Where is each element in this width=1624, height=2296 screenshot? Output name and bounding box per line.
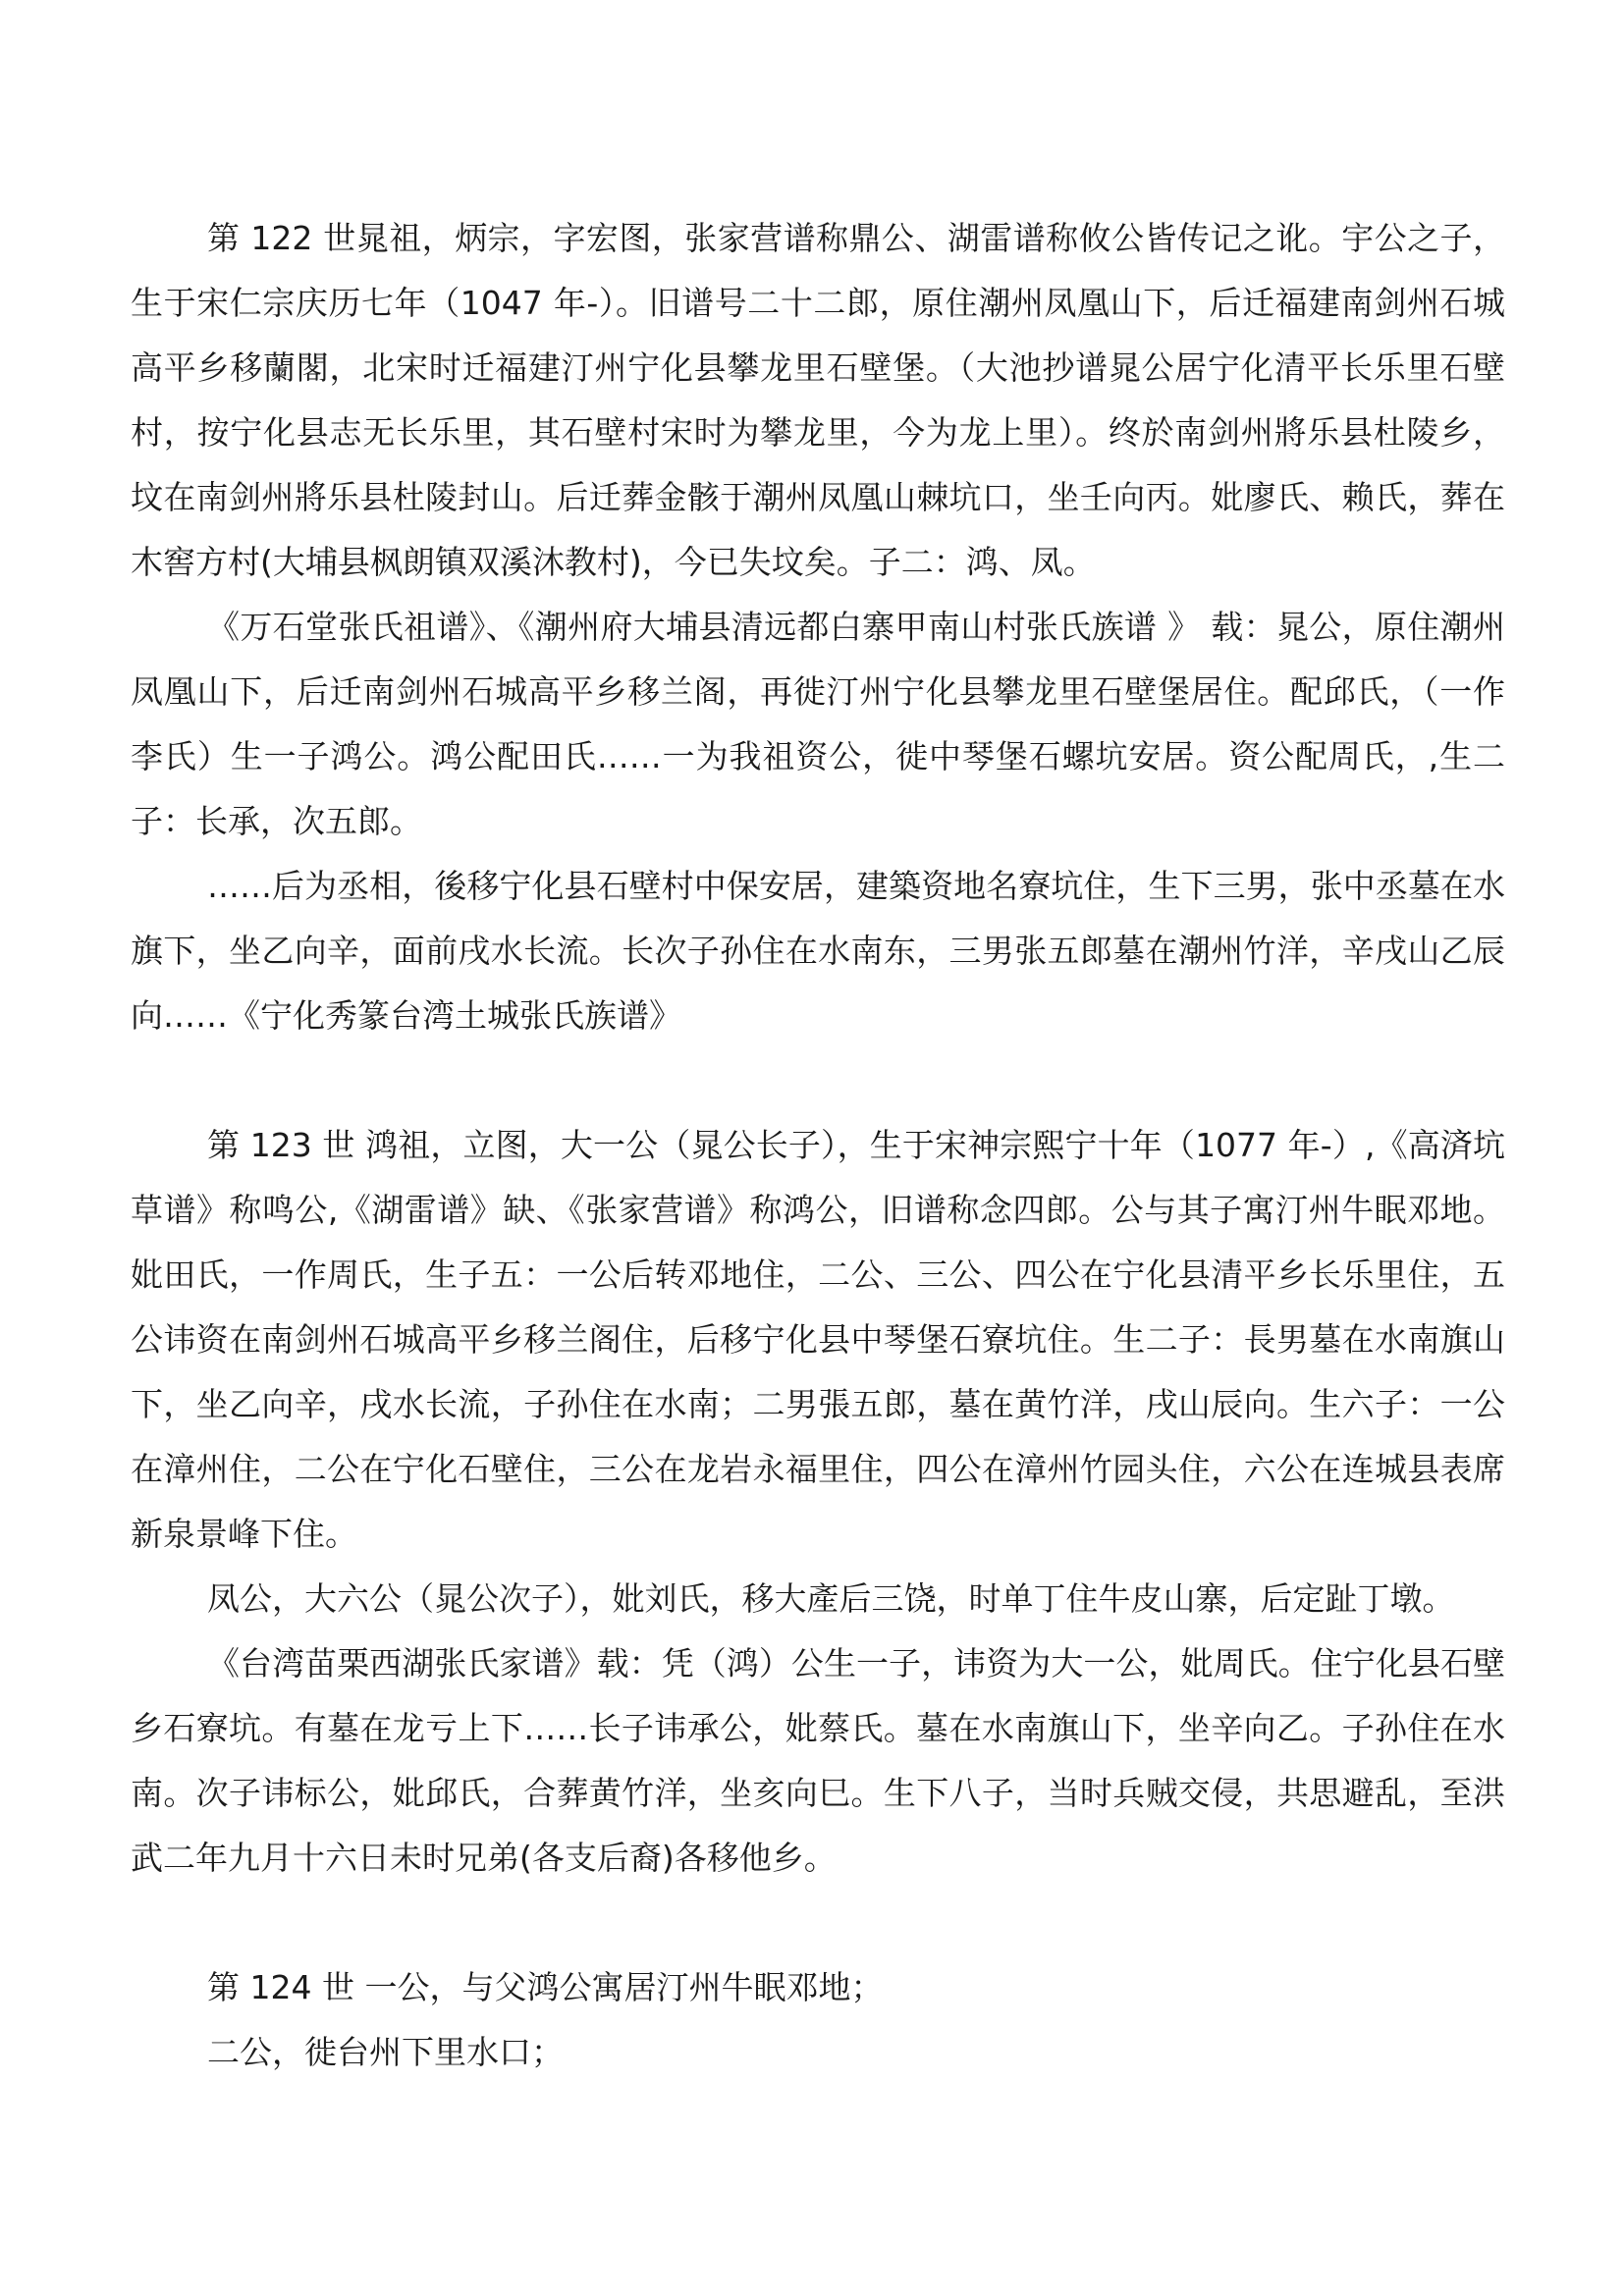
section-spacer (131, 1048, 1505, 1113)
paragraph: ……后为丞相，後移宁化县石壁村中保安居，建築资地名寮坑住，生下三男，张中丞墓在水旗下，坐乙向辛，面前戌水长流。长次子孙住在水南东，三男张五郎墓在潮州竹洋，辛戌山乙辰向……《宁化秀篆台湾土城张氏族谱》 (131, 867, 1505, 1035)
paragraph: 二公，徙台州下里水口； (207, 2033, 564, 2071)
section-spacer (131, 1891, 1505, 1955)
document-page (131, 206, 1505, 2085)
paragraph: 《万石堂张氏祖谱》、《潮州府大埔县清远都白寨甲南山村张氏族谱 》 载：晁公，原住潮州凤凰山下，后迁南剑州石城高平乡移兰阁，再徙汀州宁化县攀龙里石壁堡居住。配邱氏，（一作李氏）生一子鸿公。鸿公配田氏……一为我祖资公，徙中琴堡石螺坑安居。资公配周氏，,生二子：长承，次五郎。 (131, 608, 1505, 840)
paragraph: 第 123 世 鸿祖，立图，大一公（晁公长子），生于宋神宗熙宁十年（1077 年-）,《高済坑草谱》称鸣公,《湖雷谱》缺、《张家营谱》称鸿公，旧谱称念四郎。公与其子寓汀州牛眠邓地。妣田氏，一作周氏，生子五：一公后转邓地住，二公、三公、四公在宁化县清平乡长乐里住，五公讳资在南剑州石城高平乡移兰阁住，后移宁化县中琴堡石寮坑住。生二子：長男墓在水南旗山下，坐乙向辛，戌水长流，子孙住在水南；二男張五郎，墓在黄竹洋，戌山辰向。生六子：一公在漳州住，二公在宁化石壁住，三公在龙岩永福里住，四公在漳州竹园头住，六公在连城县表席新泉景峰下住。 (131, 1126, 1505, 1553)
paragraph: 第 124 世 一公，与父鸿公寓居汀州牛眠邓地； (207, 1968, 884, 2006)
paragraph: 《台湾苗栗西湖张氏家谱》载：凭（鸿）公生一子，讳资为大一公，妣周氏。住宁化县石壁乡石寮坑。有墓在龙亏上下……长子讳承公，妣蔡氏。墓在水南旗山下，坐辛向乙。子孙住在水南。次子讳标公，妣邱氏，合葬黄竹洋，坐亥向巳。生下八子，当时兵贼交侵，共思避乱，至洪武二年九月十六日未时兄弟(各支后裔)各移他乡。 (131, 1644, 1505, 1877)
section-123 (131, 1113, 1505, 1891)
section-122 (131, 206, 1505, 1048)
paragraph: 第 122 世晁祖，炳宗，字宏图，张家营谱称鼎公、湖雷谱称攸公皆传记之讹。宇公之子，生于宋仁宗庆历七年（1047 年-）。旧谱号二十二郎，原住潮州凤凰山下，后迁福建南剑州石城高平乡移蘭閣，北宋时迁福建汀州宁化县攀龙里石壁堡。（大池抄谱晁公居宁化清平长乐里石壁村，按宁化县志无长乐里，其石壁村宋时为攀龙里，今为龙上里）。终於南剑州將乐县杜陵乡，坟在南剑州將乐县杜陵封山。后迁葬金骸于潮州凤凰山棘坑口，坐壬向丙。妣廖氏、赖氏，葬在木窖方村(大埔县枫朗镇双溪沐教村)，今已失坟矣。子二：鸿、凤。 (131, 219, 1505, 581)
section-124 (131, 1955, 1505, 2085)
paragraph: 凤公，大六公（晁公次子），妣刘氏，移大產后三饶，时单丁住牛皮山寨，后定趾丁墩。 (207, 1579, 1455, 1618)
